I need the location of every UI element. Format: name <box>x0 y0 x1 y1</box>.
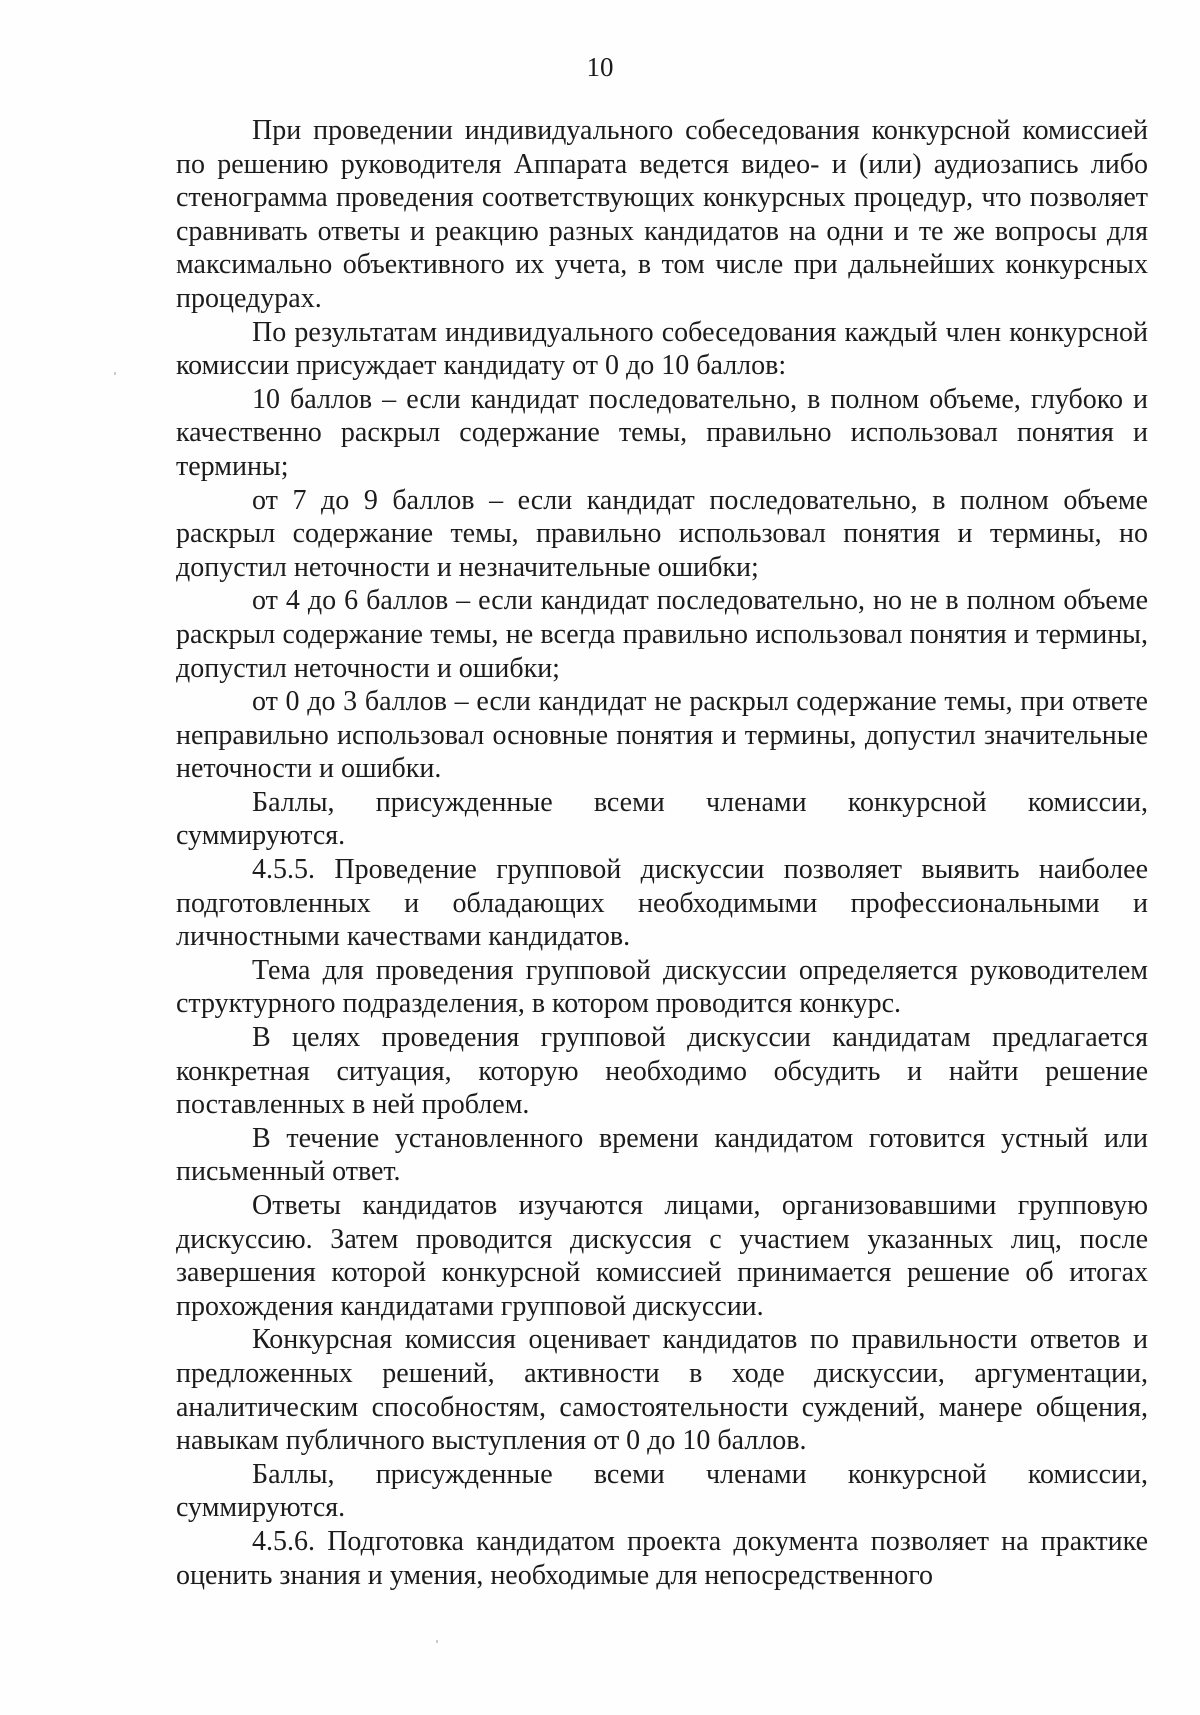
paragraph: 4.5.6. Подготовка кандидатом проекта документа позволяет на практике оценить знания и умения, необходимые для непосредственного <box>176 1525 1148 1591</box>
page-number: 10 <box>586 52 614 82</box>
paragraph: При проведении индивидуального собеседования конкурсной комиссией по решению руководителя Аппарата ведется видео- и (или) аудиозапись либо стенограмма проведения соответствующих конкурсных процедур, что позволяет сравнивать ответы и реакцию разных кандидатов на одни и те же вопросы для максимально объективного их учета, в том числе при дальнейших конкурсных процедурах. <box>176 115 1148 314</box>
paragraph: от 7 до 9 баллов – если кандидат последовательно, в полном объеме раскрыл содержание темы, правильно использовал понятия и термины, но допустил неточности и незначительные ошибки; <box>176 484 1148 583</box>
paragraph: Конкурсная комиссия оценивает кандидатов по правильности ответов и предложенных решений, активности в ходе дискуссии, аргументации, аналитическим способностям, самостоятельности суждений, манере общения, навыкам публичного выступления от 0 до 10 баллов. <box>176 1324 1148 1457</box>
scan-artifact <box>436 1640 438 1643</box>
scan-artifact <box>114 372 116 375</box>
document-body <box>176 114 1148 1592</box>
paragraph: Тема для проведения групповой дискуссии определяется руководителем структурного подразделения, в котором проводится конкурс. <box>176 954 1148 1020</box>
paragraph: Баллы, присужденные всеми членами конкурсной комиссии, суммируются. <box>176 1458 1148 1524</box>
paragraph: от 4 до 6 баллов – если кандидат последовательно, но не в полном объеме раскрыл содержание темы, не всегда правильно использовал понятия и термины, допустил неточности и ошибки; <box>176 585 1148 684</box>
paragraph: Ответы кандидатов изучаются лицами, организовавшими групповую дискуссию. Затем проводится дискуссия с участием указанных лиц, после завершения которой конкурсной комиссией принимается решение об итогах прохождения кандидатами групповой дискуссии. <box>176 1190 1148 1322</box>
paragraph: Баллы, присужденные всеми членами конкурсной комиссии, суммируются. <box>176 786 1148 852</box>
paragraph: По результатам индивидуального собеседования каждый член конкурсной комиссии присуждает кандидату от 0 до 10 баллов: <box>176 316 1148 382</box>
paragraph: В течение установленного времени кандидатом готовится устный или письменный ответ. <box>176 1122 1148 1188</box>
paragraph: В целях проведения групповой дискуссии кандидатам предлагается конкретная ситуация, которую необходимо обсудить и найти решение поставленных в ней проблем. <box>176 1022 1148 1121</box>
paragraph: 10 баллов – если кандидат последовательно, в полном объеме, глубоко и качественно раскрыл содержание темы, правильно использовал понятия и термины; <box>176 383 1148 482</box>
paragraph: от 0 до 3 баллов – если кандидат не раскрыл содержание темы, при ответе неправильно использовал основные понятия и термины, допустил значительные неточности и ошибки. <box>176 686 1148 785</box>
paragraph: 4.5.5. Проведение групповой дискуссии позволяет выявить наиболее подготовленных и обладающих необходимыми профессиональными и личностными качествами кандидатов. <box>176 854 1148 953</box>
